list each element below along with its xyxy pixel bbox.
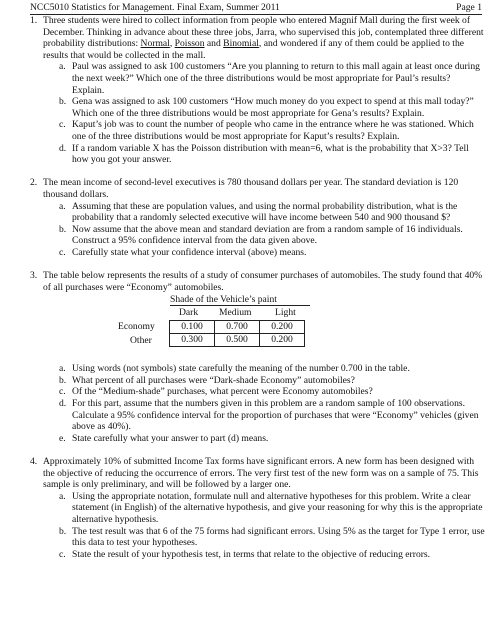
question-1d: d. If a random variable X has the Poisson distribution with mean=6, what is the probability that X>3? Tell how you got your answer. [59, 142, 469, 166]
question-3c: c. Of the “Medium-shade” purchases, what percent were Economy automobiles? [59, 386, 373, 398]
vehicle-paint-table [43, 293, 485, 363]
row-label-economy: Economy [118, 321, 155, 333]
question-2c: c. Carefully state what your confidence interval (above) means. [59, 246, 307, 258]
table-cell: 0.100 [169, 320, 214, 334]
page-number: Page 1 [456, 2, 482, 13]
table-cell: 0.700 [214, 320, 259, 334]
question-3b: b. What percent of all purchases were “Dark-shade Economy” automobiles? [59, 374, 355, 386]
question-number: 4. [30, 456, 38, 467]
page-header [30, 2, 482, 15]
question-3 [30, 270, 485, 444]
column-header-dark: Dark [179, 307, 199, 319]
table-cell: 0.300 [169, 334, 214, 347]
question-3e: e. State carefully what your answer to part (d) means. [59, 432, 269, 444]
question-4b: b. The test result was that 6 of the 75 forms had significant errors. Using 5% as the target for Type 1 error, use this data to test your hypotheses. [59, 525, 485, 549]
question-text: The table below represents the results of a study of consumer purchases of automobiles. The study found that 40% of all purchases were “Economy” automobiles. [43, 270, 483, 293]
table-cell: 0.500 [214, 334, 259, 347]
question-2b: b. Now assume that the above mean and standard deviation are from a random sample of 16 individuals. Construct a 95% confidence interval from the data given above. [59, 223, 463, 247]
question-4c: c. State the result of your hypothesis test, in terms that relate to the objective of reducing errors. [59, 548, 431, 560]
question-1c: c. Kaput’s job was to count the number of people who came in the entrance where he was stationed. Which one of the three distributions would be most appropriate for Kaput’s results? Explain. [59, 119, 474, 142]
exam-content [30, 15, 485, 560]
term-normal: Normal [140, 38, 170, 50]
exam-title: NCC5010 Statistics for Management. Final Exam, Summer 2011 [30, 2, 280, 13]
question-4 [30, 456, 485, 560]
column-header-light: Light [275, 307, 296, 319]
question-4a: a. Using the appropriate notation, formulate null and alternative hypotheses for this problem. Write a clear statement (in English) of the alternative hypothesis, and give your reasoning for why this is the appropriate alternative hypothesis. [59, 490, 483, 525]
question-text: Approximately 10% of submitted Income Tax forms have significant errors. A new form has been designed with the objective of reducing the occurrence of errors. The very first test of the new form was on a sample of 75. This sample is only preliminary, and will be followed by a larger one. [43, 456, 479, 491]
question-1 [30, 15, 485, 166]
table-cell: 0.200 [259, 334, 305, 347]
column-header-medium: Medium [219, 307, 252, 319]
question-2 [30, 177, 485, 258]
question-3a: a. Using words (not symbols) state carefully the meaning of the number 0.700 in the table. [59, 363, 410, 375]
question-number: 1. [30, 15, 38, 26]
question-text: Three students were hired to collect information from people who entered Magnif Mall during the first week of December. Thinking in advance about these three jobs, Jarra, who supervised this job, contemplated three different probability distributions: Normal, Poisson and Binomial, and wondered if any of them could be applied to the results that would be collected in the mall. [43, 15, 484, 61]
table-cell: 0.200 [259, 320, 305, 334]
table-caption: Shade of the Vehicle’s paint [170, 294, 310, 306]
question-2a: a. Assuming that these are population values, and using the normal probability distribution, what is the probability that a randomly selected executive will have income between 540 and 900 thousand $? [59, 200, 458, 224]
term-binomial: Binomial [223, 38, 259, 50]
term-poisson: Poisson [174, 38, 205, 50]
question-number: 2. [30, 177, 38, 189]
question-text: The mean income of second-level executives is 780 thousand dollars per year. The standard deviation is 120 thousand dollars. [43, 177, 459, 200]
question-1b: b. Gena was assigned to ask 100 customers “How much money do you expect to spend at this mall today?” Which one of the three distributions would be most appropriate for Gena’s results? Explain. [59, 96, 474, 119]
question-number: 3. [30, 270, 38, 282]
row-label-other: Other [130, 335, 152, 347]
question-1a: a. Paul was assigned to ask 100 customers “Are you planning to return to this mall again at least once during the next week?” Which one of the three distributions would be most appropriate for Paul’s results? Explain. [59, 61, 480, 96]
question-3d: d. For this part, assume that the numbers given in this problem are a random sample of 100 observations. Calculate a 95% confidence interval for the proportion of purchases that were “Economy” vehicles (given above as 40%). [59, 398, 479, 433]
